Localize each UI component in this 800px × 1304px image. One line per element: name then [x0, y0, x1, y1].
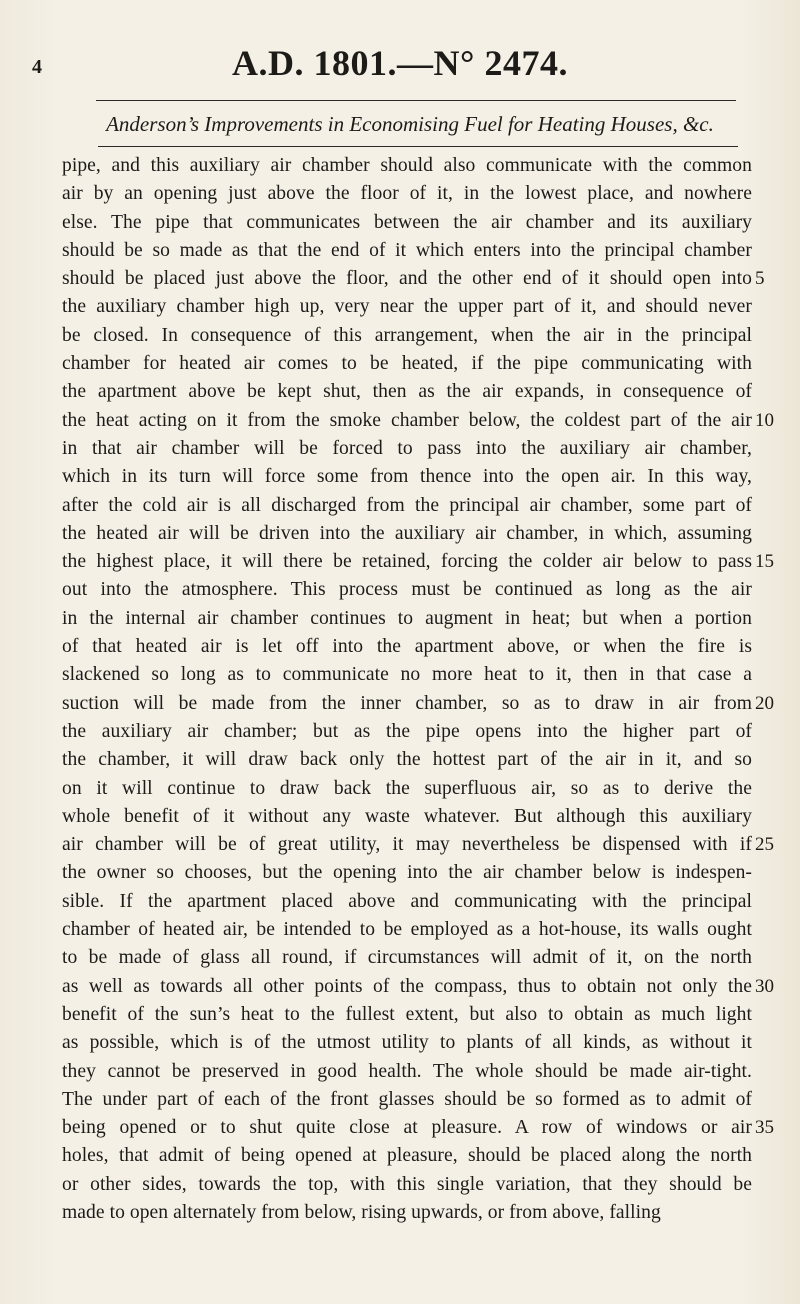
text-line: which in its turn will force some from thence into the open air. In this way,	[62, 466, 752, 488]
text-line: after the cold air is all discharged from the principal air chamber, some part of	[62, 494, 752, 516]
running-head: A.D. 1801.—N° 2474.	[232, 43, 568, 83]
text-line: being opened or to shut quite close at pleasure. A row of windows or air	[62, 1117, 752, 1139]
text-line: the highest place, it will there be retained, forcing the colder air below to pass	[62, 551, 752, 573]
text-line: as possible, which is of the utmost utility to plants of all kinds, as without it	[62, 1032, 752, 1054]
line-number: 35	[755, 1117, 774, 1139]
text-line: should be placed just above the floor, and the other end of it should open into	[62, 268, 752, 290]
text-line: the auxiliary chamber high up, very near the upper part of it, and should never	[62, 296, 752, 318]
text-line: holes, that admit of being opened at pleasure, should be placed along the north	[62, 1145, 752, 1167]
line-number: 25	[755, 834, 774, 856]
text-line: on it will continue to draw back the superfluous air, so as to derive the	[62, 777, 752, 799]
page-number: 4	[32, 56, 42, 78]
text-line: as well as towards all other points of the compass, thus to obtain not only the	[62, 975, 752, 997]
text-line: in that air chamber will be forced to pass into the auxiliary air chamber,	[62, 437, 752, 459]
text-line: should be so made as that the end of it which enters into the principal chamber	[62, 239, 752, 261]
text-line: they cannot be preserved in good health. The whole should be made air-tight.	[62, 1060, 752, 1082]
line-number: 15	[755, 551, 774, 573]
header-rule-top	[96, 100, 736, 101]
text-line: made to open alternately from below, rising upwards, or from above, falling	[62, 1201, 661, 1223]
text-line: sible. If the apartment placed above and communicating with the principal	[62, 890, 752, 912]
text-line: air chamber will be of great utility, it may nevertheless be dispensed with if	[62, 834, 752, 856]
text-line: in the internal air chamber continues to augment in heat; but when a portion	[62, 607, 752, 629]
text-line: the auxiliary air chamber; but as the pipe opens into the higher part of	[62, 720, 752, 742]
text-line: else. The pipe that communicates between the air chamber and its auxiliary	[62, 211, 752, 233]
text-line: out into the atmosphere. This process must be continued as long as the air	[62, 579, 752, 601]
line-number: 20	[755, 692, 774, 714]
text-line: chamber for heated air comes to be heated, if the pipe communicating with	[62, 353, 752, 375]
text-line: benefit of the sun’s heat to the fullest extent, but also to obtain as much light	[62, 1003, 752, 1025]
text-line: the heat acting on it from the smoke chamber below, the coldest part of the air	[62, 409, 752, 431]
text-line: pipe, and this auxiliary air chamber should also communicate with the common	[62, 155, 752, 176]
text-line: the chamber, it will draw back only the hottest part of the air in it, and so	[62, 749, 752, 771]
line-number: 5	[755, 268, 765, 290]
text-line: The under part of each of the front glasses should be so formed as to admit of	[62, 1088, 752, 1110]
text-line: to be made of glass all round, if circumstances will admit of it, on the north	[62, 947, 752, 969]
text-line: the heated air will be driven into the auxiliary air chamber, in which, assuming	[62, 522, 752, 544]
text-line: the apartment above be kept shut, then as the air expands, in consequence of	[62, 381, 752, 403]
header-rule-bottom	[98, 146, 738, 147]
text-line: air by an opening just above the floor of it, in the lowest place, and nowhere	[62, 183, 752, 205]
line-number: 30	[755, 975, 774, 997]
text-line: chamber of heated air, be intended to be employed as a hot-house, its walls ought	[62, 919, 752, 941]
patent-subtitle: Anderson’s Improvements in Economising Fuel for Heating Houses, &c.	[106, 112, 714, 136]
text-line: whole benefit of it without any waste whatever. But although this auxiliary	[62, 805, 752, 827]
text-line: slackened so long as to communicate no more heat to it, then in that case a	[62, 664, 752, 686]
text-line: or other sides, towards the top, with this single variation, that they should be	[62, 1173, 752, 1195]
text-line: be closed. In consequence of this arrangement, when the air in the principal	[62, 324, 752, 346]
text-line: suction will be made from the inner chamber, so as to draw in air from	[62, 692, 752, 714]
body-text	[62, 152, 752, 1227]
text-line: of that heated air is let off into the apartment above, or when the fire is	[62, 636, 752, 658]
text-line: the owner so chooses, but the opening into the air chamber below is indespen-	[62, 862, 752, 884]
line-number: 10	[755, 409, 774, 431]
